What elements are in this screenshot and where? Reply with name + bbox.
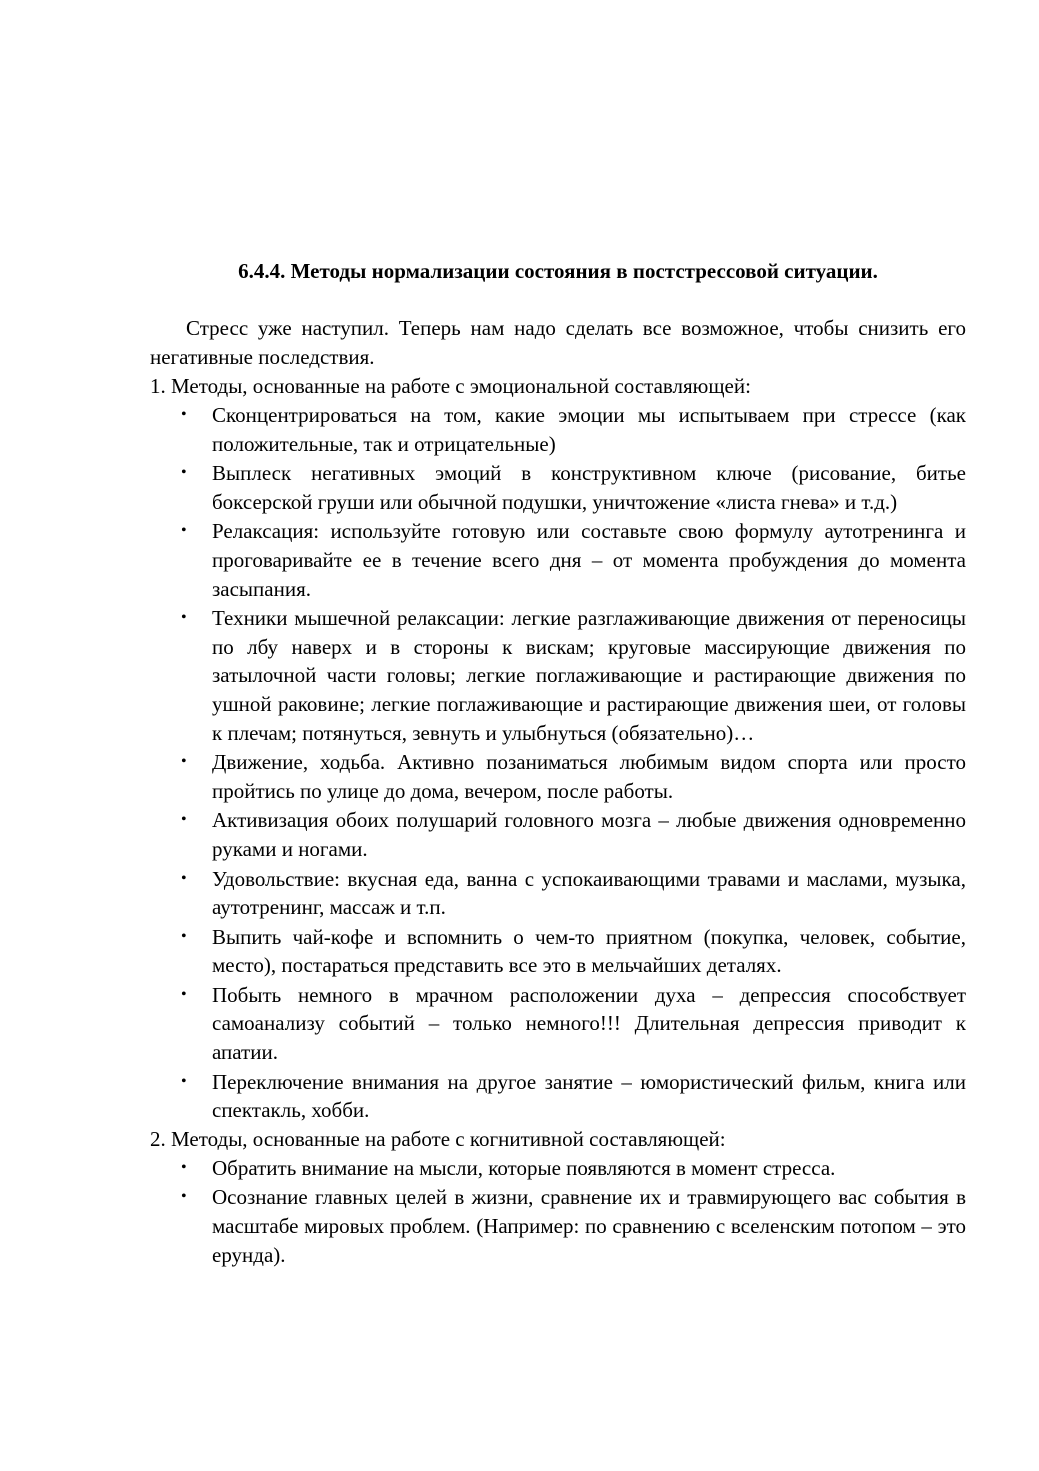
section-heading: 2. Методы, основанные на работе с когнитивной составляющей: <box>150 1126 726 1151</box>
list-item <box>181 1183 966 1269</box>
bullet-list <box>150 401 966 1125</box>
section-heading: 1. Методы, основанные на работе с эмоциональной составляющей: <box>150 374 751 398</box>
bullet-icon: • <box>181 927 187 945</box>
section-title: 6.4.4. Методы нормализации состояния в постстрессовой ситуации. <box>238 259 878 283</box>
intro-paragraph: Стресс уже наступил. Теперь нам надо сделать все возможное, чтобы снизить его негативные последствия. <box>150 316 966 369</box>
list-item-text: Выпить чай-кофе и вспомнить о чем-то приятном (покупка, человек, событие, место), постараться представить все это в мельчайших деталях. <box>212 924 966 978</box>
sections-container <box>150 372 966 1269</box>
bullet-icon: • <box>181 1188 187 1206</box>
bullet-icon: • <box>181 522 187 540</box>
list-item-text: Осознание главных целей в жизни, сравнение их и травмирующего вас события в масштабе мировых проблем. (Например: по сравнению с вселенским потопом – это ерунда). <box>212 1185 966 1267</box>
bullet-icon: • <box>181 464 187 482</box>
list-item <box>181 748 966 805</box>
bullet-icon: • <box>181 753 187 771</box>
list-item-text: Движение, ходьба. Активно позаниматься любимым видом спорта или просто пройтись по улице до дома, вечером, после работы. <box>212 750 966 803</box>
list-item-text: Переключение внимания на другое занятие – юмористический фильм, книга или спектакль, хобби. <box>212 1069 966 1123</box>
bullet-icon: • <box>181 406 187 423</box>
list-item <box>181 981 966 1067</box>
document-page <box>150 257 966 1269</box>
list-item <box>181 459 966 516</box>
list-item-text: Выплеск негативных эмоций в конструктивном ключе (рисование, битье боксерской груши или обычной подушки, уничтожение «листа гнева» и т.д.) <box>212 461 966 514</box>
list-item <box>181 517 966 603</box>
bullet-icon: • <box>181 811 187 829</box>
bullet-icon: • <box>181 985 187 1003</box>
list-item-text: Релаксация: используйте готовую или составьте свою формулу аутотренинга и проговаривайте ее в течение всего дня – от момента пробуждения до момента засыпания. <box>212 519 966 601</box>
list-item <box>181 1068 966 1125</box>
list-item-text: Активизация обоих полушарий головного мозга – любые движения одновременно руками и ногами. <box>212 808 966 861</box>
list-item-text: Побыть немного в мрачном расположении духа – депрессия способствует самоанализу событий – только немного!!! Длительная депрессия приводит к апатии. <box>212 982 966 1065</box>
list-item <box>181 401 966 458</box>
bullet-icon: • <box>181 609 187 627</box>
bullet-icon: • <box>181 869 187 887</box>
list-item <box>181 604 966 747</box>
list-item <box>181 806 966 863</box>
list-item-text: Обратить внимание на мысли, которые появляются в момент стресса. <box>212 1155 836 1180</box>
bullet-icon: • <box>181 1072 187 1090</box>
list-item <box>181 865 966 922</box>
bullet-list <box>150 1154 966 1269</box>
list-item-text: Удовольствие: вкусная еда, ванна с успокаивающими травами и маслами, музыка, аутотренинг, массаж и т.п. <box>212 866 966 920</box>
list-item <box>181 1154 966 1183</box>
list-item-text: Техники мышечной релаксации: легкие разглаживающие движения от переносицы по лбу наверх и в стороны к вискам; круговые массирующие движения по затылочной части головы; легкие поглаживающие и растирающие движения по ушной раковине; легкие поглаживающие и растирающие движения шеи, от головы к плечам; потянуться, зевнуть и улыбнуться (обязательно)… <box>212 606 966 745</box>
list-item-text: Сконцентрироваться на том, какие эмоции мы испытываем при стрессе (как положительные, так и отрицательные) <box>212 403 966 456</box>
list-item <box>181 923 966 980</box>
bullet-icon: • <box>181 1158 187 1176</box>
